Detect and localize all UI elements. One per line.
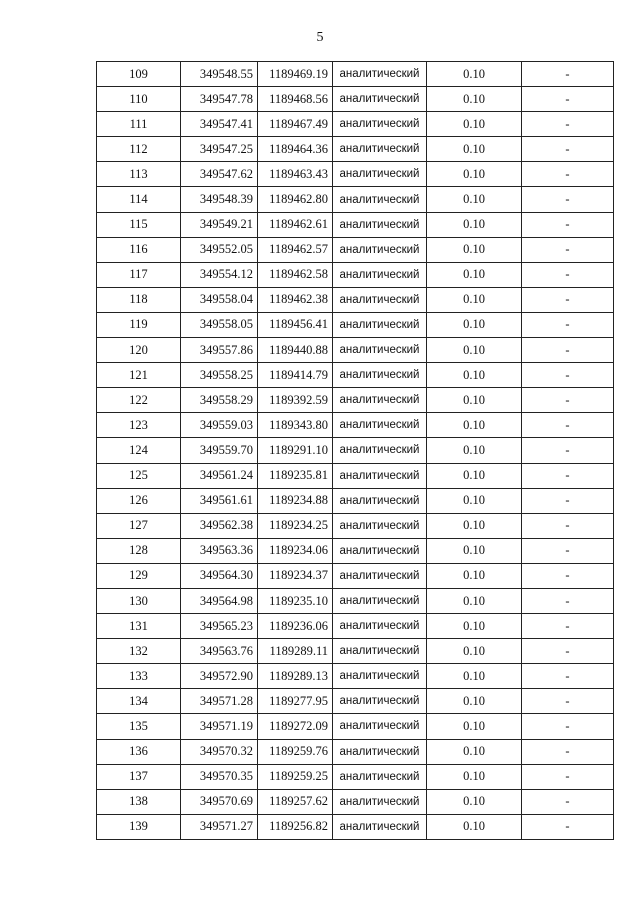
- cell-method: аналитический: [333, 388, 427, 413]
- cell-accuracy: 0.10: [427, 137, 522, 162]
- cell-coord-y: 1189277.95: [258, 689, 333, 714]
- table-row: [97, 363, 614, 388]
- cell-note: -: [522, 513, 614, 538]
- cell-method: аналитический: [333, 237, 427, 262]
- cell-point-number: 126: [97, 488, 181, 513]
- cell-note: -: [522, 563, 614, 588]
- cell-point-number: 133: [97, 664, 181, 689]
- cell-coord-x: 349552.05: [181, 237, 258, 262]
- cell-note: -: [522, 413, 614, 438]
- cell-point-number: 120: [97, 338, 181, 363]
- cell-coord-y: 1189462.58: [258, 262, 333, 287]
- cell-accuracy: 0.10: [427, 287, 522, 312]
- cell-coord-y: 1189462.80: [258, 187, 333, 212]
- table-row: [97, 237, 614, 262]
- cell-note: -: [522, 312, 614, 337]
- cell-method: аналитический: [333, 614, 427, 639]
- cell-method: аналитический: [333, 563, 427, 588]
- cell-method: аналитический: [333, 87, 427, 112]
- cell-accuracy: 0.10: [427, 312, 522, 337]
- cell-point-number: 123: [97, 413, 181, 438]
- table-row: [97, 162, 614, 187]
- cell-accuracy: 0.10: [427, 588, 522, 613]
- cell-coord-y: 1189259.76: [258, 739, 333, 764]
- cell-accuracy: 0.10: [427, 689, 522, 714]
- cell-point-number: 110: [97, 87, 181, 112]
- cell-note: -: [522, 338, 614, 363]
- cell-note: -: [522, 739, 614, 764]
- coordinates-table: [96, 61, 614, 840]
- cell-method: аналитический: [333, 112, 427, 137]
- cell-note: -: [522, 438, 614, 463]
- cell-coord-x: 349557.86: [181, 338, 258, 363]
- cell-method: аналитический: [333, 338, 427, 363]
- cell-accuracy: 0.10: [427, 438, 522, 463]
- table-row: [97, 538, 614, 563]
- table-row: [97, 262, 614, 287]
- cell-method: аналитический: [333, 513, 427, 538]
- cell-coord-y: 1189463.43: [258, 162, 333, 187]
- cell-method: аналитический: [333, 162, 427, 187]
- cell-point-number: 127: [97, 513, 181, 538]
- cell-note: -: [522, 714, 614, 739]
- cell-coord-x: 349561.24: [181, 463, 258, 488]
- cell-method: аналитический: [333, 137, 427, 162]
- cell-note: -: [522, 162, 614, 187]
- cell-point-number: 109: [97, 62, 181, 87]
- cell-point-number: 132: [97, 639, 181, 664]
- cell-coord-y: 1189259.25: [258, 764, 333, 789]
- cell-coord-x: 349564.30: [181, 563, 258, 588]
- cell-coord-y: 1189234.88: [258, 488, 333, 513]
- cell-note: -: [522, 287, 614, 312]
- table-row: [97, 689, 614, 714]
- cell-note: -: [522, 212, 614, 237]
- cell-method: аналитический: [333, 689, 427, 714]
- cell-coord-x: 349547.62: [181, 162, 258, 187]
- cell-method: аналитический: [333, 538, 427, 563]
- cell-note: -: [522, 764, 614, 789]
- cell-accuracy: 0.10: [427, 237, 522, 262]
- cell-point-number: 129: [97, 563, 181, 588]
- cell-method: аналитический: [333, 438, 427, 463]
- cell-method: аналитический: [333, 639, 427, 664]
- cell-coord-x: 349572.90: [181, 664, 258, 689]
- cell-point-number: 111: [97, 112, 181, 137]
- cell-method: аналитический: [333, 789, 427, 814]
- cell-note: -: [522, 614, 614, 639]
- cell-note: -: [522, 388, 614, 413]
- cell-point-number: 116: [97, 237, 181, 262]
- cell-accuracy: 0.10: [427, 112, 522, 137]
- cell-method: аналитический: [333, 739, 427, 764]
- cell-method: аналитический: [333, 814, 427, 839]
- table-row: [97, 563, 614, 588]
- table-row: [97, 438, 614, 463]
- cell-accuracy: 0.10: [427, 614, 522, 639]
- cell-note: -: [522, 639, 614, 664]
- table-row: [97, 513, 614, 538]
- cell-coord-y: 1189234.37: [258, 563, 333, 588]
- cell-point-number: 139: [97, 814, 181, 839]
- cell-accuracy: 0.10: [427, 538, 522, 563]
- cell-accuracy: 0.10: [427, 87, 522, 112]
- cell-method: аналитический: [333, 363, 427, 388]
- cell-coord-x: 349558.25: [181, 363, 258, 388]
- cell-coord-x: 349564.98: [181, 588, 258, 613]
- cell-coord-y: 1189462.57: [258, 237, 333, 262]
- cell-coord-x: 349562.38: [181, 513, 258, 538]
- cell-point-number: 118: [97, 287, 181, 312]
- cell-coord-x: 349559.70: [181, 438, 258, 463]
- cell-note: -: [522, 463, 614, 488]
- cell-point-number: 121: [97, 363, 181, 388]
- cell-method: аналитический: [333, 463, 427, 488]
- cell-point-number: 117: [97, 262, 181, 287]
- cell-coord-y: 1189462.38: [258, 287, 333, 312]
- cell-accuracy: 0.10: [427, 739, 522, 764]
- cell-coord-x: 349571.19: [181, 714, 258, 739]
- cell-point-number: 131: [97, 614, 181, 639]
- cell-coord-y: 1189462.61: [258, 212, 333, 237]
- cell-point-number: 128: [97, 538, 181, 563]
- cell-coord-x: 349549.21: [181, 212, 258, 237]
- cell-coord-x: 349547.41: [181, 112, 258, 137]
- cell-note: -: [522, 187, 614, 212]
- cell-accuracy: 0.10: [427, 764, 522, 789]
- cell-accuracy: 0.10: [427, 714, 522, 739]
- cell-point-number: 134: [97, 689, 181, 714]
- cell-coord-y: 1189343.80: [258, 413, 333, 438]
- table-row: [97, 287, 614, 312]
- table-row: [97, 463, 614, 488]
- table-row: [97, 739, 614, 764]
- cell-point-number: 137: [97, 764, 181, 789]
- cell-coord-y: 1189392.59: [258, 388, 333, 413]
- cell-method: аналитический: [333, 488, 427, 513]
- cell-method: аналитический: [333, 187, 427, 212]
- cell-point-number: 119: [97, 312, 181, 337]
- cell-accuracy: 0.10: [427, 388, 522, 413]
- table-row: [97, 312, 614, 337]
- cell-accuracy: 0.10: [427, 212, 522, 237]
- cell-note: -: [522, 262, 614, 287]
- cell-coord-x: 349558.29: [181, 388, 258, 413]
- cell-note: -: [522, 112, 614, 137]
- cell-note: -: [522, 814, 614, 839]
- cell-note: -: [522, 363, 614, 388]
- table-row: [97, 112, 614, 137]
- cell-point-number: 138: [97, 789, 181, 814]
- cell-coord-y: 1189234.25: [258, 513, 333, 538]
- cell-method: аналитический: [333, 664, 427, 689]
- cell-point-number: 112: [97, 137, 181, 162]
- cell-point-number: 135: [97, 714, 181, 739]
- cell-accuracy: 0.10: [427, 563, 522, 588]
- table-row: [97, 212, 614, 237]
- table-row: [97, 62, 614, 87]
- table-row: [97, 639, 614, 664]
- cell-accuracy: 0.10: [427, 639, 522, 664]
- cell-method: аналитический: [333, 212, 427, 237]
- cell-coord-x: 349558.05: [181, 312, 258, 337]
- cell-method: аналитический: [333, 262, 427, 287]
- cell-accuracy: 0.10: [427, 413, 522, 438]
- cell-coord-x: 349570.69: [181, 789, 258, 814]
- cell-note: -: [522, 689, 614, 714]
- cell-note: -: [522, 664, 614, 689]
- cell-coord-y: 1189256.82: [258, 814, 333, 839]
- cell-coord-x: 349563.76: [181, 639, 258, 664]
- table-row: [97, 388, 614, 413]
- cell-accuracy: 0.10: [427, 664, 522, 689]
- cell-coord-x: 349554.12: [181, 262, 258, 287]
- cell-coord-y: 1189467.49: [258, 112, 333, 137]
- cell-coord-x: 349547.78: [181, 87, 258, 112]
- cell-accuracy: 0.10: [427, 789, 522, 814]
- cell-accuracy: 0.10: [427, 488, 522, 513]
- cell-coord-x: 349570.35: [181, 764, 258, 789]
- table-row: [97, 814, 614, 839]
- cell-coord-y: 1189236.06: [258, 614, 333, 639]
- cell-method: аналитический: [333, 62, 427, 87]
- table-row: [97, 137, 614, 162]
- cell-coord-y: 1189234.06: [258, 538, 333, 563]
- table-row: [97, 87, 614, 112]
- cell-note: -: [522, 488, 614, 513]
- cell-coord-y: 1189440.88: [258, 338, 333, 363]
- cell-accuracy: 0.10: [427, 463, 522, 488]
- cell-coord-y: 1189289.13: [258, 664, 333, 689]
- cell-accuracy: 0.10: [427, 262, 522, 287]
- cell-point-number: 124: [97, 438, 181, 463]
- cell-coord-y: 1189257.62: [258, 789, 333, 814]
- cell-point-number: 115: [97, 212, 181, 237]
- table-row: [97, 488, 614, 513]
- cell-method: аналитический: [333, 714, 427, 739]
- cell-point-number: 113: [97, 162, 181, 187]
- cell-method: аналитический: [333, 764, 427, 789]
- cell-accuracy: 0.10: [427, 513, 522, 538]
- cell-note: -: [522, 87, 614, 112]
- table-body: [97, 62, 614, 840]
- cell-coord-x: 349547.25: [181, 137, 258, 162]
- cell-coord-y: 1189468.56: [258, 87, 333, 112]
- cell-coord-y: 1189291.10: [258, 438, 333, 463]
- page-number: 5: [316, 30, 324, 45]
- cell-coord-x: 349548.39: [181, 187, 258, 212]
- cell-note: -: [522, 538, 614, 563]
- cell-coord-y: 1189289.11: [258, 639, 333, 664]
- cell-accuracy: 0.10: [427, 814, 522, 839]
- cell-accuracy: 0.10: [427, 187, 522, 212]
- cell-point-number: 136: [97, 739, 181, 764]
- cell-coord-x: 349548.55: [181, 62, 258, 87]
- cell-point-number: 114: [97, 187, 181, 212]
- cell-note: -: [522, 588, 614, 613]
- cell-note: -: [522, 137, 614, 162]
- cell-accuracy: 0.10: [427, 162, 522, 187]
- cell-coord-y: 1189464.36: [258, 137, 333, 162]
- cell-coord-y: 1189235.81: [258, 463, 333, 488]
- cell-coord-y: 1189469.19: [258, 62, 333, 87]
- cell-note: -: [522, 789, 614, 814]
- cell-coord-x: 349571.27: [181, 814, 258, 839]
- cell-coord-x: 349565.23: [181, 614, 258, 639]
- cell-accuracy: 0.10: [427, 363, 522, 388]
- cell-point-number: 130: [97, 588, 181, 613]
- cell-method: аналитический: [333, 588, 427, 613]
- table-row: [97, 664, 614, 689]
- cell-coord-y: 1189272.09: [258, 714, 333, 739]
- cell-coord-y: 1189414.79: [258, 363, 333, 388]
- cell-accuracy: 0.10: [427, 338, 522, 363]
- cell-coord-x: 349563.36: [181, 538, 258, 563]
- cell-note: -: [522, 237, 614, 262]
- cell-note: -: [522, 62, 614, 87]
- table-row: [97, 413, 614, 438]
- cell-coord-y: 1189456.41: [258, 312, 333, 337]
- cell-accuracy: 0.10: [427, 62, 522, 87]
- cell-method: аналитический: [333, 287, 427, 312]
- table-row: [97, 338, 614, 363]
- cell-coord-x: 349559.03: [181, 413, 258, 438]
- cell-point-number: 125: [97, 463, 181, 488]
- table-row: [97, 588, 614, 613]
- cell-coord-x: 349571.28: [181, 689, 258, 714]
- cell-method: аналитический: [333, 413, 427, 438]
- cell-method: аналитический: [333, 312, 427, 337]
- cell-point-number: 122: [97, 388, 181, 413]
- cell-coord-x: 349561.61: [181, 488, 258, 513]
- table-row: [97, 187, 614, 212]
- cell-coord-y: 1189235.10: [258, 588, 333, 613]
- table-row: [97, 714, 614, 739]
- table-row: [97, 764, 614, 789]
- cell-coord-x: 349558.04: [181, 287, 258, 312]
- table-row: [97, 614, 614, 639]
- table-row: [97, 789, 614, 814]
- cell-coord-x: 349570.32: [181, 739, 258, 764]
